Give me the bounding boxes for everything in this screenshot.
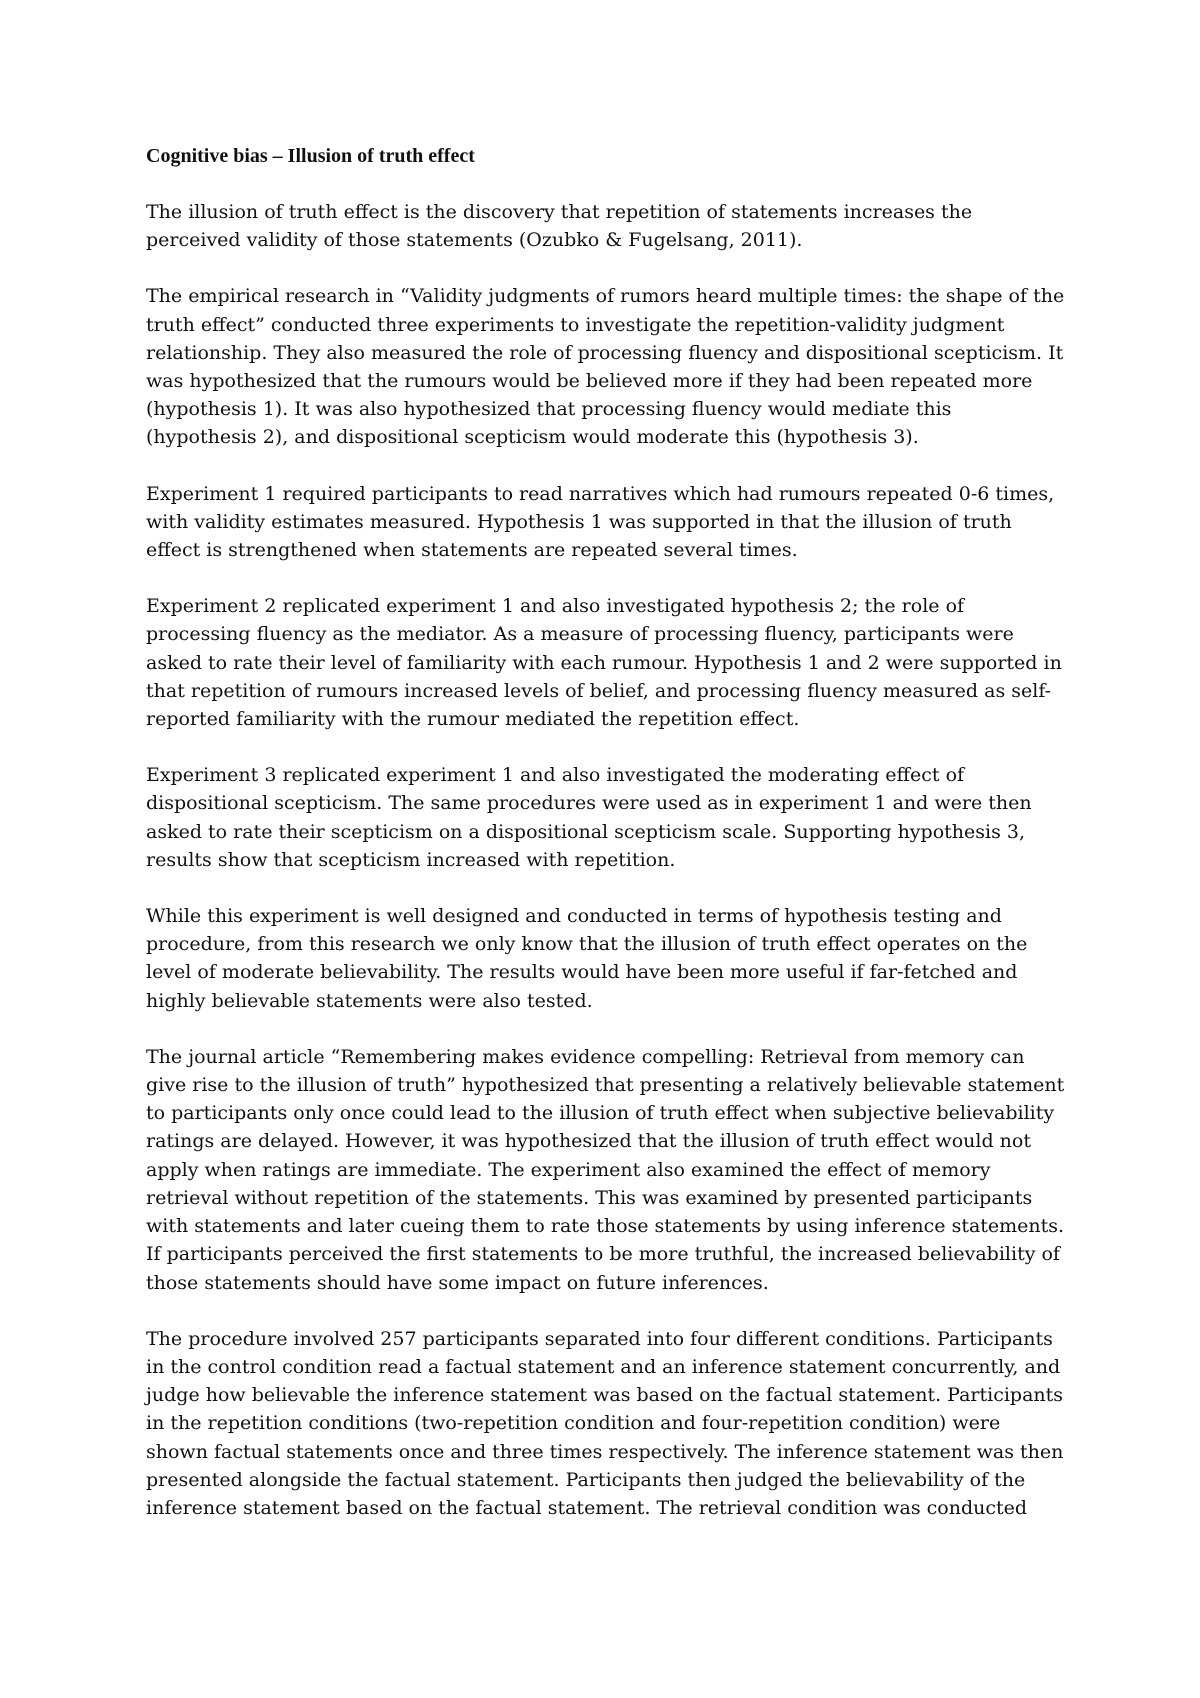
paragraph-journal-article: The journal article “Remembering makes evidence compelling: Retrieval from memory can give rise to the illusion of truth” hypothesized that presenting a relatively believable statement to participants only once could lead to the illusion of truth effect when subjective believability ratings are delayed. However, it was hypothesized that the illusion of truth effect would not apply when ratings are immediate. The experiment also examined the effect of memory retrieval without repetition of the statements. This was examined by presented participants with statements and later cueing them to rate those statements by using inference statements. If participants perceived the first statements to be more truthful, the increased believability of those statements should have some impact on future inferences. — [146, 1045, 1065, 1294]
paragraph-procedure: The procedure involved 257 participants separated into four different conditions. Participants in the control condition read a factual statement and an inference statement concurrently, and judge how believable the inference statement was based on the factual statement. Participants in the repetition conditions (two-repetition condition and four-repetition condition) were shown factual statements once and three times respectively. The inference statement was then presented alongside the factual statement. Participants then judged the believability of the inference statement based on the factual statement. The retrieval condition was conducted — [146, 1327, 1064, 1519]
document-title: Cognitive bias – Illusion of truth effect — [146, 145, 475, 167]
paragraph-empirical-research: The empirical research in “Validity judgments of rumors heard multiple times: the shape of the truth effect” conducted three experiments to investigate the repetition-validity judgment relationship. They also measured the role of processing fluency and dispositional scepticism. It was hypothesized that the rumours would be believed more if they had been repeated more (hypothesis 1). It was also hypothesized that processing fluency would mediate this (hypothesis 2), and dispositional scepticism would moderate this (hypothesis 3). — [146, 285, 1065, 449]
paragraph-experiment-3: Experiment 3 replicated experiment 1 and also investigated the moderating effect of dispositional scepticism. The same procedures were used as in experiment 1 and were then asked to rate their scepticism on a dispositional scepticism scale. Supporting hypothesis 3, results show that scepticism increased with repetition. — [146, 764, 1032, 871]
paragraph-experiment-1: Experiment 1 required participants to read narratives which had rumours repeated 0-6 times, with validity estimates measured. Hypothesis 1 was supported in that the illusion of truth effect is strengthened when statements are repeated several times. — [146, 482, 1055, 562]
paragraph-evaluation: While this experiment is well designed and conducted in terms of hypothesis testing and procedure, from this research we only know that the illusion of truth effect operates on the level of moderate believability. The results would have been more useful if far-fetched and highly believable statements were also tested. — [146, 905, 1028, 1012]
document-page — [146, 142, 1066, 1550]
paragraph-experiment-2: Experiment 2 replicated experiment 1 and also investigated hypothesis 2; the role of processing fluency as the mediator. As a measure of processing fluency, participants were asked to rate their level of familiarity with each rumour. Hypothesis 1 and 2 were supported in that repetition of rumours increased levels of belief, and processing fluency measured as self-reported familiarity with the rumour mediated the repetition effect. — [146, 595, 1062, 731]
paragraph-intro: The illusion of truth effect is the discovery that repetition of statements increases the perceived validity of those statements (Ozubko & Fugelsang, 2011). — [146, 201, 973, 252]
